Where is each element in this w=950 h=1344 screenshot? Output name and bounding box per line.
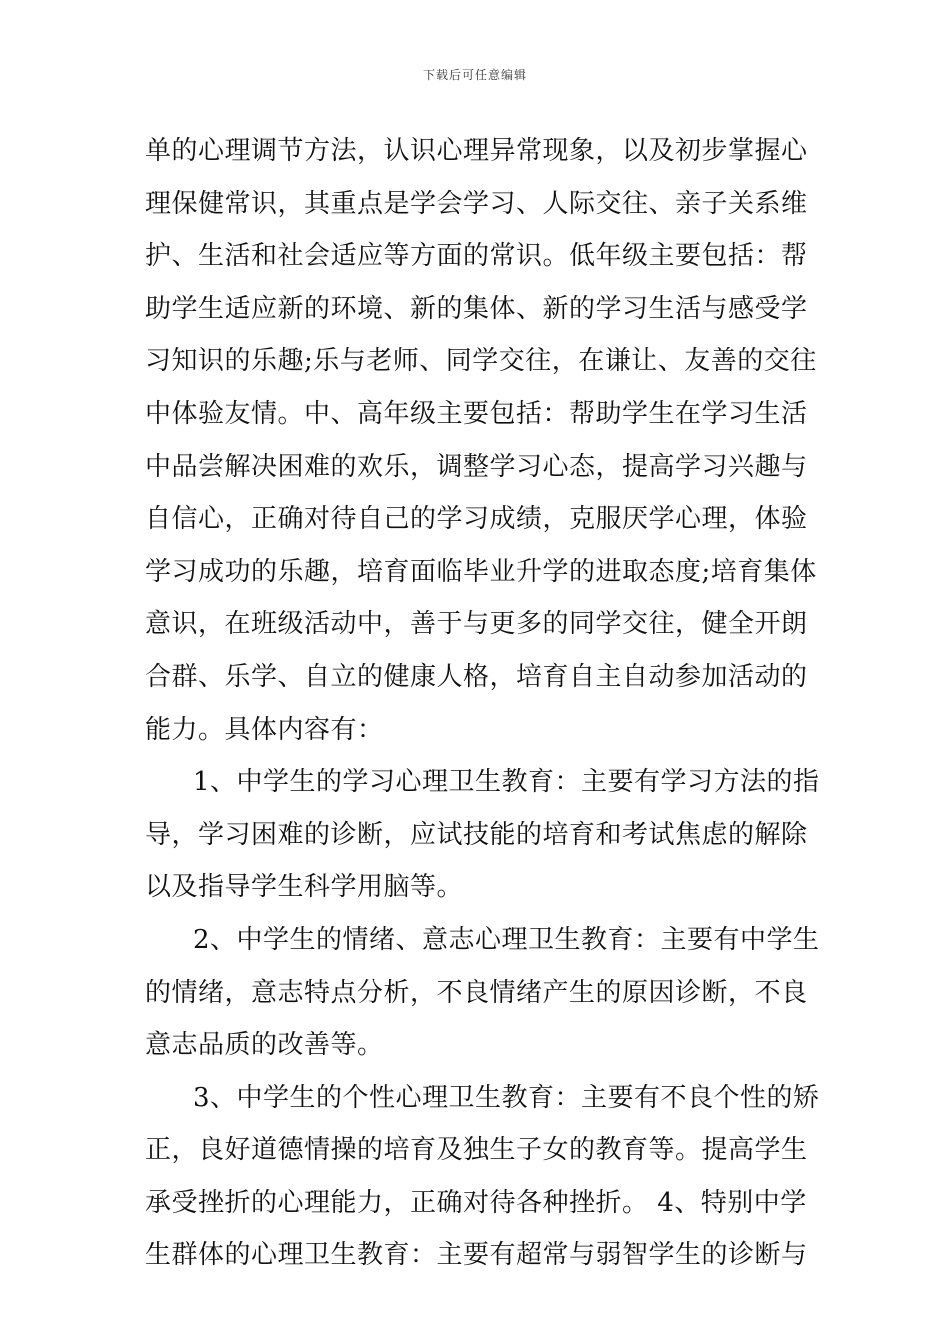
text-line: 中品尝解决困难的欢乐，调整学习心态，提高学习兴趣与 <box>145 451 808 482</box>
text-line: 单的心理调节方法，认识心理异常现象，以及初步掌握心 <box>145 136 808 166</box>
text-line: 导，学习困难的诊断，应试技能的培育和考试焦虑的解除 <box>145 819 808 850</box>
paragraph-start-line: 1、中学生的学习心理卫生教育：主要有学习方法的指 <box>193 767 820 798</box>
text-line: 能力。具体内容有： <box>145 714 384 745</box>
text-line: 的情绪，意志特点分析，不良情绪产生的原因诊断，不良 <box>145 977 808 1008</box>
text-line: 学习成功的乐趣，培育面临毕业升学的进取态度;培育集体 <box>145 556 817 587</box>
text-line: 自信心，正确对待自己的学习成绩，克服厌学心理，体验 <box>145 504 808 535</box>
text-line: 正，良好道德情操的培育及独生子女的教育等。提高学生 <box>145 1135 808 1166</box>
text-line: 以及指导学生科学用脑等。 <box>145 872 464 903</box>
text-line: 承受挫折的心理能力，正确对待各种挫折。 4、特别中学 <box>145 1187 807 1218</box>
text-line: 理保健常识，其重点是学会学习、人际交往、亲子关系维 <box>145 188 808 219</box>
text-line: 生群体的心理卫生教育：主要有超常与弱智学生的诊断与 <box>145 1240 808 1271</box>
text-line: 助学生适应新的环境、新的集体、新的学习生活与感受学 <box>145 293 808 324</box>
paragraph-start-line: 3、中学生的个性心理卫生教育：主要有不良个性的矫 <box>193 1082 820 1113</box>
text-line: 合群、乐学、自立的健康人格，培育自主自动参加活动的 <box>145 661 808 692</box>
text-line: 中体验友情。中、高年级主要包括：帮助学生在学习生活 <box>145 398 808 429</box>
text-line: 意识，在班级活动中，善于与更多的同学交往，健全开朗 <box>145 609 808 640</box>
text-line: 习知识的乐趣;乐与老师、同学交往，在谦让、友善的交往 <box>145 346 817 377</box>
text-line: 意志品质的改善等。 <box>145 1030 384 1061</box>
text-line: 护、生活和社会适应等方面的常识。低年级主要包括：帮 <box>145 241 808 272</box>
document-body <box>145 125 820 1282</box>
paragraph-start-line: 2、中学生的情绪、意志心理卫生教育：主要有中学生 <box>193 924 820 955</box>
page-header: 下载后可任意编辑 <box>422 68 527 82</box>
